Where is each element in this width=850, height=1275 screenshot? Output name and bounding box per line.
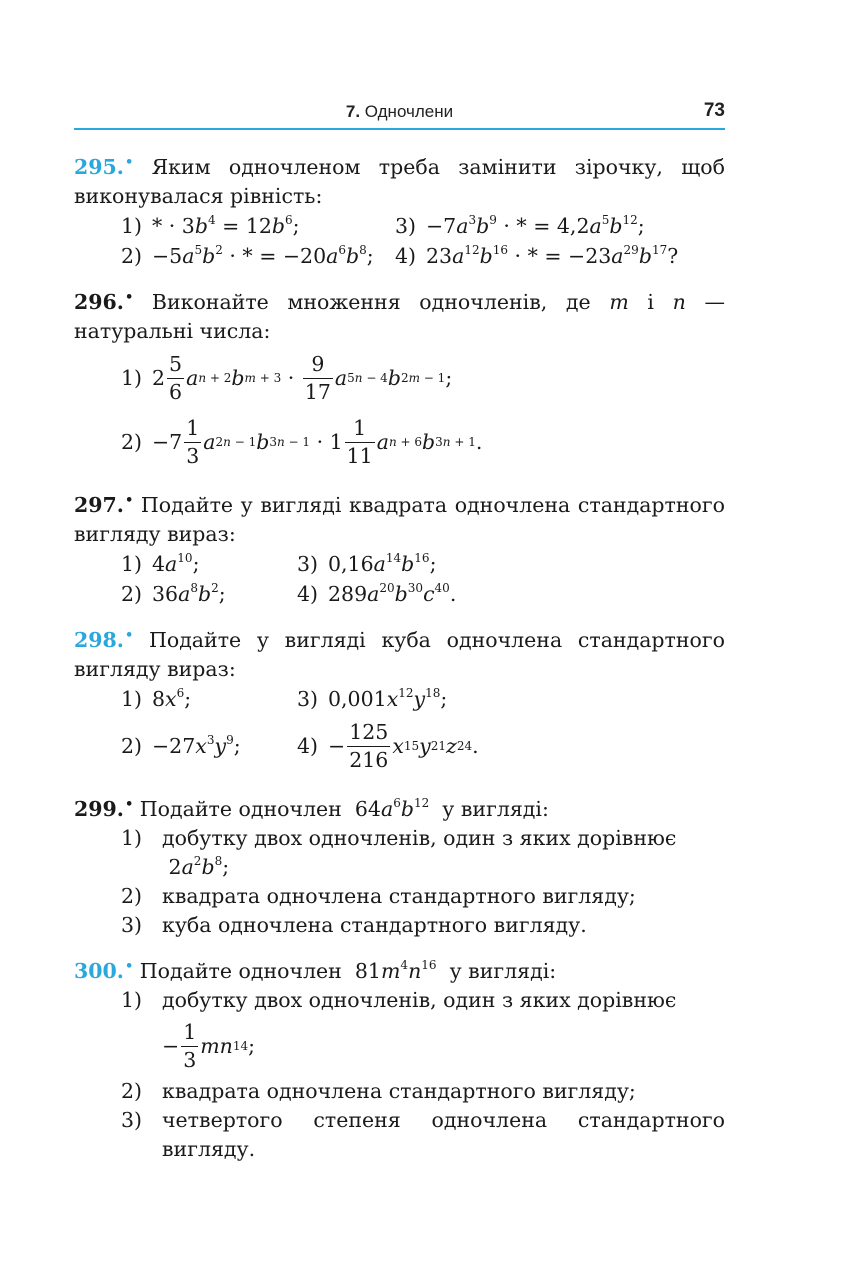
formula: $4a^{10}$;: [152, 551, 200, 576]
problem-300-item-1: 1) добутку двох одночленів, один з яких дорівнює − $\frac{1}{3}$ mn 14 ;: [110, 986, 725, 1077]
problem-300-statement: 300.• Подайте одночлен $81m^4n^{16}$ у вигляді:: [74, 958, 557, 983]
problem-297-item-2: 2) $36a^8b^2$;: [110, 579, 226, 609]
chapter-title: [74, 102, 725, 122]
page-header: [74, 100, 725, 128]
formula: $289a^{20}b^{30}c^{40}$.: [328, 581, 457, 606]
problem-298-item-1: 1) $8x^6$;: [110, 684, 191, 714]
problem-number: 300.•: [74, 959, 134, 983]
problem-number: 299.•: [74, 797, 134, 821]
problem-298: [74, 621, 725, 778]
formula: $8x^6$;: [152, 686, 192, 711]
problem-295-statement: [74, 148, 725, 211]
problem-number: 297.•: [74, 493, 134, 517]
problem-298-row-2: [74, 714, 725, 778]
formula: $-5a^5b^2$ · * = $-20a^6b^8$;: [152, 243, 374, 268]
problem-298-statement: 298.• Подайте у вигляді куба одночлена стандартного вигляду вираз:: [74, 628, 725, 681]
problem-295-row-1: [74, 211, 725, 241]
formula: − $\frac{1}{3}$ mn 14 ;: [162, 1020, 256, 1072]
problem-297-row-1: [74, 549, 725, 579]
problem-298-item-2: 2) $-27x^3y^9$;: [110, 731, 241, 761]
problem-297: [74, 486, 725, 609]
formula: −7 $\frac{1}{3}$ a 2n − 1 b 3n − 1 · 1 $\frac{1}{11}$ a n + 6 b 3n + 1 .: [152, 416, 483, 468]
problem-295-item-1: 1) * · $3b^4 = 12b^6$;: [110, 211, 300, 241]
formula: $-27x^3y^9$;: [152, 733, 241, 758]
problem-number: 295.•: [74, 155, 134, 179]
formula: $0,001x^{12}y^{18}$;: [328, 686, 448, 711]
problem-296-statement: 296.• Виконайте множення одночленів, де m і n — натуральні числа:: [74, 290, 725, 343]
problem-298-item-4: 4) − $\frac{125}{216}$ x 15 y 21 z 24 .: [296, 720, 479, 772]
problem-297-row-2: [74, 579, 725, 609]
page-number: 73: [703, 100, 725, 121]
problem-text: Яким одночленом треба замінити зірочку, щоб виконувалася рівність:: [74, 155, 725, 208]
problem-299-item-1: 1) добутку двох одночленів, один з яких дорівнює $2a^2b^8$;: [120, 826, 677, 879]
problem-296-row-2: [74, 410, 725, 474]
problem-295-item-2: 2) $-5a^5b^2$ · * = $-20a^6b^8$;: [110, 241, 374, 271]
problem-299-item-2: 2) квадрата одночлена стандартного вигляду;: [120, 884, 636, 908]
problem-295: [74, 148, 725, 271]
problem-300-item-3: 3) четвертого степеня одночлена стандартного вигляду.: [120, 1108, 725, 1161]
header-rule: [74, 128, 725, 130]
problem-number: 296.•: [74, 290, 134, 314]
problem-297-item-3: 3) $0,16a^{14}b^{16}$;: [286, 549, 437, 579]
formula: $23a^{12}b^{16}$ · * = $-23a^{29}b^{17}$?: [426, 243, 679, 268]
problem-300: [74, 952, 725, 1164]
formula: $0,16a^{14}b^{16}$;: [328, 551, 437, 576]
page-content: [74, 148, 725, 1176]
problem-296-row-1: [74, 346, 725, 410]
problem-297-statement: 297.• Подайте у вигляді квадрата одночлена стандартного вигляду вираз:: [74, 493, 725, 546]
problem-298-item-3: 3) $0,001x^{12}y^{18}$;: [286, 684, 447, 714]
problem-300-item-2: 2) квадрата одночлена стандартного вигляду;: [120, 1079, 636, 1103]
formula: $36a^8b^2$;: [152, 581, 226, 606]
problem-296: [74, 283, 725, 474]
chapter-number: 7.: [345, 102, 361, 121]
formula: * · $3b^4 = 12b^6$;: [152, 213, 300, 238]
problem-296-item-1: 1) 2 $\frac{5}{6}$ a n + 2 b m + 3 · $\frac{9}{17}$ a 5n − 4 b 2m − 1 ;: [120, 352, 453, 404]
problem-298-row-1: [74, 684, 725, 714]
problem-299-item-3: 3) куба одночлена стандартного вигляду.: [120, 913, 587, 937]
problem-number: 298.•: [74, 628, 134, 652]
problem-297-item-4: 4) $289a^{20}b^{30}c^{40}$.: [286, 579, 456, 609]
problem-296-item-2: 2) −7 $\frac{1}{3}$ a 2n − 1 b 3n − 1 · 1 $\frac{1}{11}$ a n + 6 b 3n + 1 .: [120, 416, 483, 468]
formula: 2 $\frac{5}{6}$ a n + 2 b m + 3 · $\frac{9}{17}$ a 5n − 4 b 2m − 1 ;: [152, 352, 453, 404]
problem-297-item-1: 1) $4a^{10}$;: [110, 549, 199, 579]
chapter-name: Одночлени: [364, 102, 454, 121]
formula: $-7a^3b^9$ · * = $4,2a^5b^{12}$;: [426, 213, 645, 238]
problem-295-row-2: [74, 241, 725, 271]
problem-299: [74, 790, 725, 940]
problem-295-item-4: 4) $23a^{12}b^{16}$ · * = $-23a^{29}b^{17}$?: [384, 241, 678, 271]
problem-299-statement: 299.• Подайте одночлен $64a^6b^{12}$ у вигляді:: [74, 796, 549, 821]
formula: − $\frac{125}{216}$ x 15 y 21 z 24 .: [328, 720, 479, 772]
problem-295-item-3: 3) $-7a^3b^9$ · * = $4,2a^5b^{12}$;: [384, 211, 645, 241]
